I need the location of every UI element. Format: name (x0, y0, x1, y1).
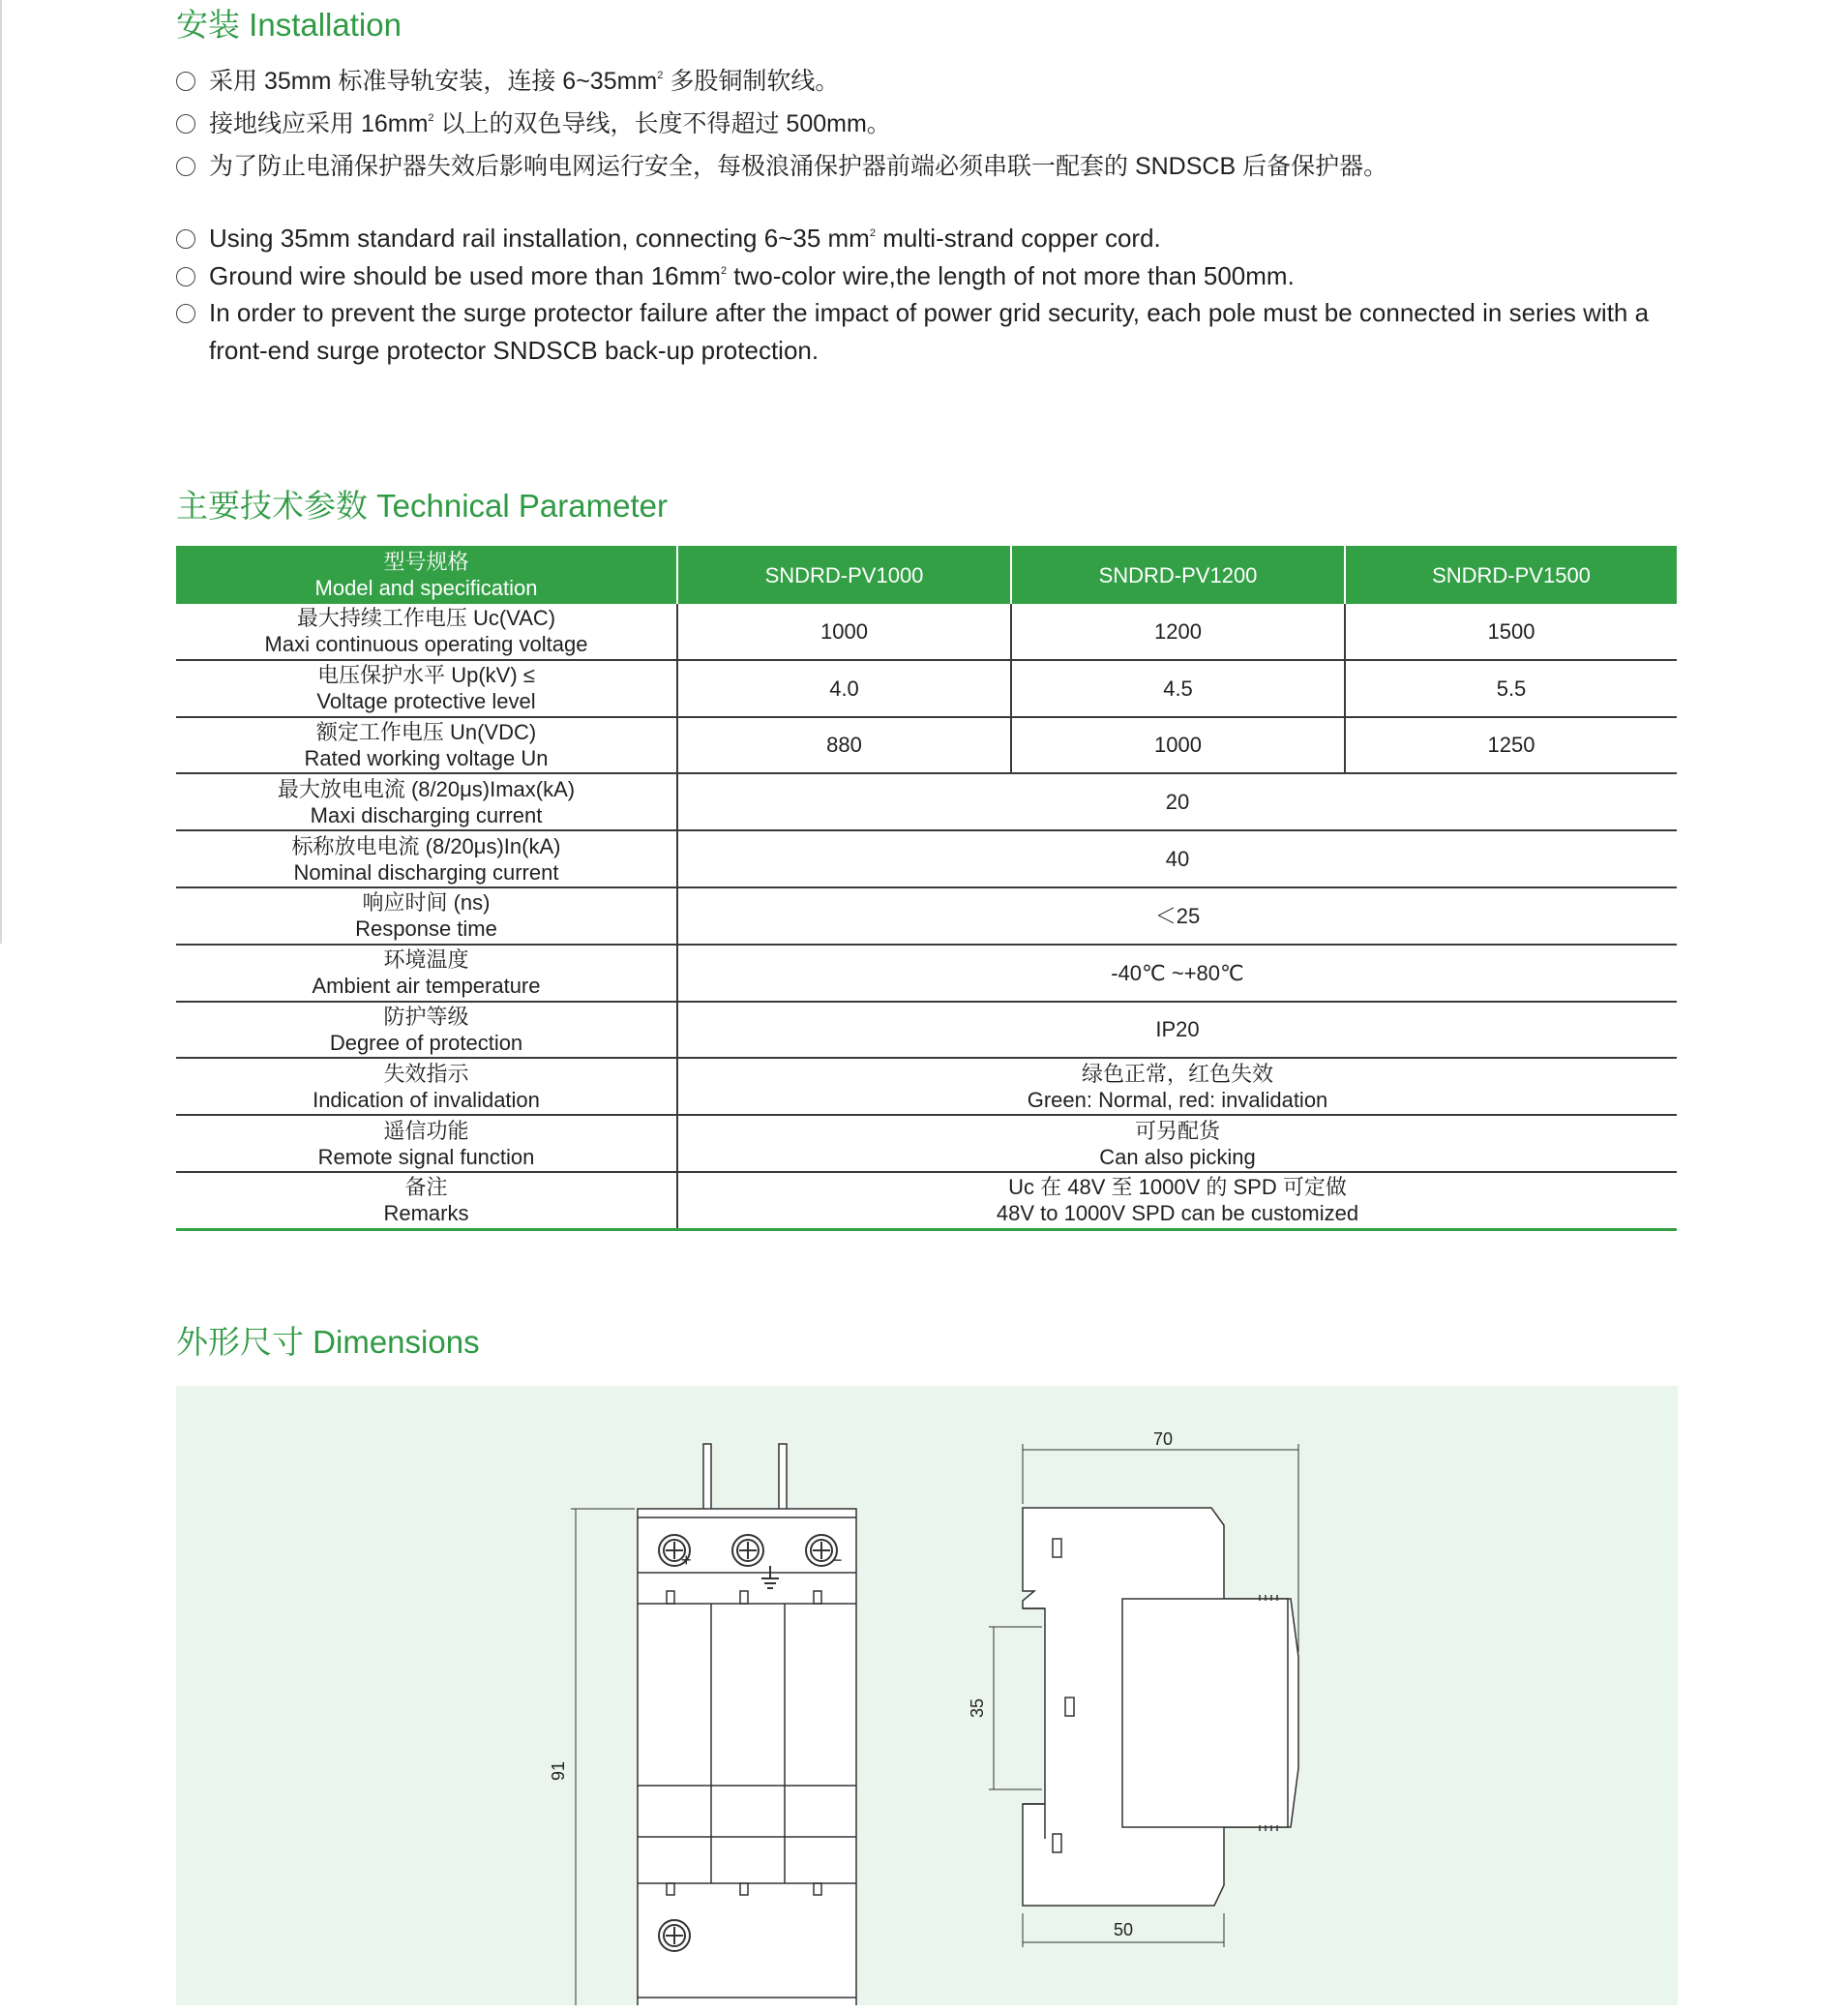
installation-heading: 安装 Installation (176, 7, 402, 43)
list-item: 采用 35mm 标准导轨安装，连接 $6\sim 35mm^2$ 多股铜制软线。 (176, 60, 1685, 103)
table-row (176, 887, 1677, 945)
table-row (176, 830, 1677, 887)
param-label: 备注 Remarks (176, 1172, 677, 1229)
dimensions-drawing-panel (176, 1386, 1678, 2005)
param-value: 1200 (1011, 604, 1345, 660)
param-label: 额定工作电压 Un(VDC) Rated working voltage Un (176, 717, 677, 774)
param-value: Uc 在 48V 至 1000V 的 SPD 可定做 48V to 1000V SPD can be customized (677, 1172, 1677, 1229)
side-width-label: 70 (1152, 1429, 1174, 1449)
base-width-label: 50 (1113, 1920, 1134, 1939)
table-row (176, 717, 1677, 774)
param-value: 1000 (1011, 717, 1345, 774)
table-header-row (176, 546, 1677, 604)
param-label: 最大放电电流 (8/20μs)Imax(kA) Maxi discharging current (176, 773, 677, 830)
front-height-label: 91 (549, 1760, 568, 1782)
table-row (176, 604, 1677, 660)
dimension-drawing (176, 1386, 1678, 2005)
header-cell: 型号规格 Model and specification (176, 546, 677, 604)
param-label: 响应时间 (ns) Response time (176, 887, 677, 945)
table-row (176, 1058, 1677, 1115)
param-label: 电压保护水平 Up(kV) ≤ Voltage protective level (176, 660, 677, 717)
list-item: 为了防止电涌保护器失效后影响电网运行安全，每极浪涌保护器前端必须串联一配套的 SNDSCB 后备保护器。 (176, 145, 1685, 188)
list-item: 接地线应采用 $16mm^2$ 以上的双色导线，长度不得超过 500mm。 (176, 103, 1685, 145)
header-cell: SNDRD-PV1000 (677, 546, 1011, 604)
table-row (176, 1172, 1677, 1229)
table-row (176, 1002, 1677, 1059)
table-row (176, 773, 1677, 830)
param-label: 最大持续工作电压 Uc(VAC) Maxi continuous operating voltage (176, 604, 677, 660)
header-cell: SNDRD-PV1500 (1345, 546, 1677, 604)
negative-symbol: − (832, 1550, 843, 1570)
param-label: 失效指示 Indication of invalidation (176, 1058, 677, 1115)
technical-heading: 主要技术参数 Technical Parameter (176, 488, 668, 524)
header-cell: SNDRD-PV1200 (1011, 546, 1345, 604)
table-row (176, 1115, 1677, 1172)
table-row (176, 945, 1677, 1002)
param-value: 1250 (1345, 717, 1677, 774)
param-value: IP20 (677, 1002, 1677, 1059)
installation-zh-list (176, 60, 1685, 188)
param-value: 绿色正常，红色失效 Green: Normal, red: invalidation (677, 1058, 1677, 1115)
dimensions-heading: 外形尺寸 Dimensions (176, 1324, 480, 1360)
param-value: ＜25 (677, 887, 1677, 945)
screw-terminal-icon (659, 1920, 690, 1951)
param-value: 可另配货 Can also picking (677, 1115, 1677, 1172)
param-value: 20 (677, 773, 1677, 830)
param-label: 标称放电电流 (8/20μs)In(kA) Nominal discharging current (176, 830, 677, 887)
list-item: In order to prevent the surge protector failure after the impact of power grid security, each pole must be connected in series with a front-end surge protector SNDSCB back-up protection. (176, 294, 1685, 369)
param-value: 880 (677, 717, 1011, 774)
installation-en-list (176, 220, 1685, 369)
list-item: Using 35mm standard rail installation, connecting 6~35 $mm^2$ multi-strand copper cord. (176, 220, 1685, 257)
left-margin-rule (0, 0, 2, 944)
param-value: -40℃ ~+80℃ (677, 945, 1677, 1002)
param-value: 1000 (677, 604, 1011, 660)
param-label: 环境温度 Ambient air temperature (176, 945, 677, 1002)
positive-symbol: + (681, 1550, 692, 1570)
param-label: 遥信功能 Remote signal function (176, 1115, 677, 1172)
param-value: 4.5 (1011, 660, 1345, 717)
param-value: 1500 (1345, 604, 1677, 660)
side-view (1023, 1508, 1298, 1906)
rail-width-label: 35 (968, 1698, 987, 1719)
param-value: 40 (677, 830, 1677, 887)
table-row (176, 660, 1677, 717)
screw-terminal-icon (732, 1535, 763, 1566)
param-label: 防护等级 Degree of protection (176, 1002, 677, 1059)
param-value: 5.5 (1345, 660, 1677, 717)
param-value: 4.0 (677, 660, 1011, 717)
spec-table (176, 546, 1677, 1231)
list-item: Ground wire should be used more than $16mm^2$ two-color wire,the length of not more than 500mm. (176, 257, 1685, 295)
